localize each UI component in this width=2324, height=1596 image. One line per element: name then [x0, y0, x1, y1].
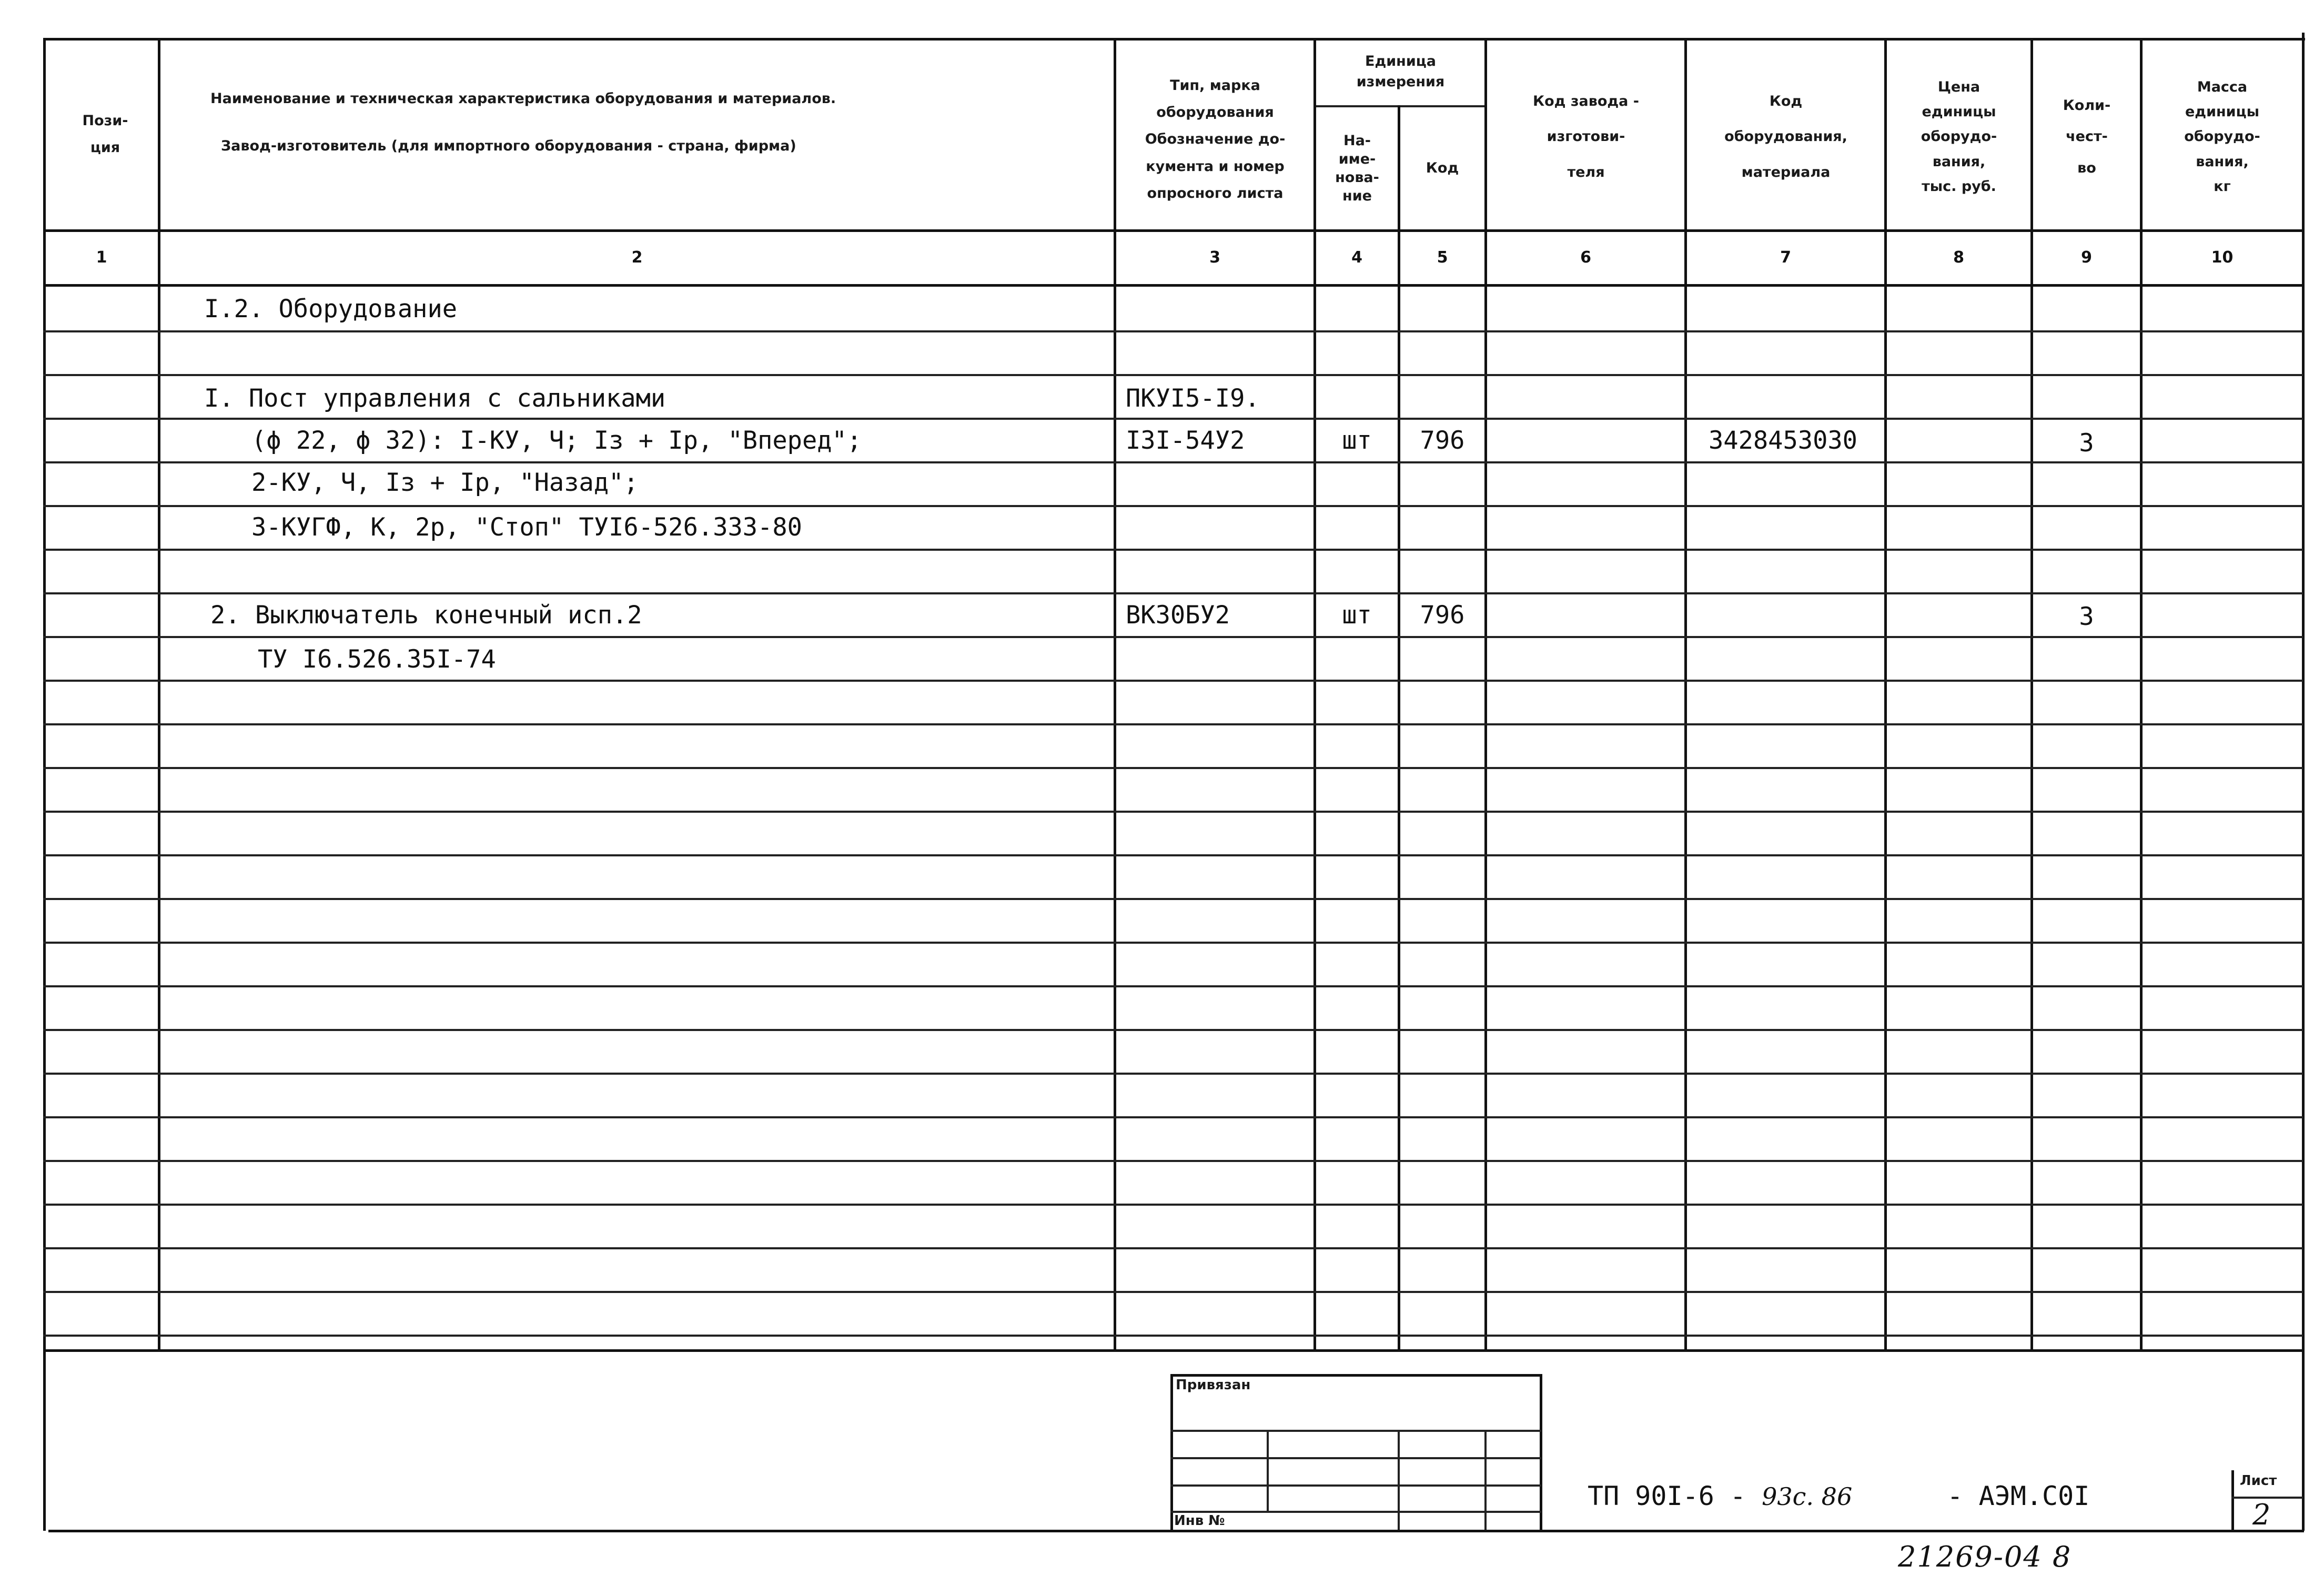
sheet-number: 2 [2252, 1498, 2271, 1531]
row-item1-spec-line3: 3-КУГФ, К, 2р, "Стоп" ТУI6-526.333-80 [251, 513, 802, 542]
stamp-top [1170, 1374, 1541, 1377]
header-unit-group: Единица измерения [1356, 53, 1445, 90]
table-row-line [43, 592, 2303, 594]
table-row-line [43, 1160, 2303, 1162]
table-bottom-line [43, 1349, 2303, 1352]
row-item1-type-code: I3I-54У2 [1126, 426, 1245, 455]
frame-bottom [48, 1530, 2304, 1532]
column-number-1: 1 [96, 248, 107, 267]
column-number-7: 7 [1780, 248, 1791, 267]
stamp-inv-label: Инв № [1174, 1513, 1225, 1529]
designation-prefix: ТП 90I-6 - [1588, 1481, 1746, 1511]
table-row-line [43, 680, 2303, 682]
row-item1-unit-code: 796 [1420, 426, 1465, 455]
table-row-line [43, 1204, 2303, 1206]
stamp-bound-label: Привязан [1176, 1377, 1251, 1393]
column-number-10: 10 [2211, 248, 2234, 267]
header-factory-code: Код завода - изготови- теля [1533, 93, 1639, 180]
row-item2-unit: шт [1342, 601, 1372, 630]
row-item1-quantity: 3 [2079, 429, 2094, 458]
header-name-line1: Наименование и техническая характеристика оборудования и материалов. [210, 90, 836, 107]
column-number-8: 8 [1953, 248, 1964, 267]
table-row-line [43, 1073, 2303, 1075]
footer-archive-number: 21269-04 8 [1898, 1540, 2072, 1573]
table-row-line [43, 767, 2303, 769]
table-row-line [43, 1029, 2303, 1031]
row-item1-unit: шт [1342, 426, 1372, 455]
header-quantity: Коли- чест- во [2063, 97, 2111, 176]
row-item1-material-code: 3428453030 [1709, 426, 1857, 455]
table-row-line [43, 1291, 2303, 1293]
table-row-line [43, 505, 2303, 507]
header-unit-name: На- име- нова- ние [1335, 132, 1379, 205]
stamp-left [1170, 1374, 1173, 1530]
header-unit-mass: Масса единицы оборудо- вания, кг [2184, 78, 2260, 195]
row-item2-quantity: 3 [2079, 602, 2094, 631]
row-section-title: I.2. Оборудование [204, 295, 458, 324]
unit-group-divider [1313, 105, 1487, 107]
table-row-line [43, 1335, 2303, 1337]
table-row-line [43, 811, 2303, 813]
row-item2-type: ВК30БУ2 [1126, 601, 1230, 630]
stamp-col-2 [1398, 1430, 1400, 1530]
col-line-4 [1398, 105, 1400, 1351]
table-row-line [43, 942, 2303, 944]
number-row-bottom-line [43, 284, 2303, 287]
row-item2-name: 2. Выключатель конечный исп.2 [210, 601, 642, 630]
stamp-right [1540, 1374, 1542, 1530]
table-row-line [43, 898, 2303, 900]
frame-right [2302, 33, 2305, 1531]
header-equipment-code: Код оборудования, материала [1724, 93, 1847, 180]
header-position: Пози- ция [82, 112, 128, 156]
row-item1-name: I. Пост управления с сальниками [204, 384, 666, 413]
header-type-mark: Тип, марка оборудования Обозначение до- кумента и номер опросного листа [1145, 77, 1286, 201]
table-row-line [43, 985, 2303, 987]
row-item1-spec-line1: (ϕ 22, ϕ 32): I-КУ, Ч; Iз + Iр, "Вперед"; [251, 426, 862, 455]
frame-top [43, 38, 2305, 41]
sheet-box-left [2231, 1470, 2234, 1530]
column-number-4: 4 [1351, 248, 1362, 267]
table-row-line [43, 374, 2303, 376]
column-number-2: 2 [631, 248, 643, 267]
row-item2-spec: ТУ I6.526.35I-74 [258, 645, 496, 674]
table-row-line [43, 461, 2303, 463]
stamp-col-3 [1484, 1430, 1487, 1530]
table-row-line [43, 1116, 2303, 1118]
table-row-line [43, 330, 2303, 332]
header-name-line2: Завод-изготовитель (для импортного оборудования - страна, фирма) [221, 138, 796, 154]
column-number-6: 6 [1580, 248, 1591, 267]
header-unit-price: Цена единицы оборудо- вания, тыс. руб. [1921, 78, 1997, 195]
stamp-col-1 [1267, 1430, 1269, 1511]
column-number-3: 3 [1209, 248, 1220, 267]
designation-handwritten: 93с. 86 [1762, 1482, 1853, 1511]
header-bottom-line [43, 229, 2303, 232]
table-row-line [43, 723, 2303, 725]
designation-suffix: - АЭМ.С0I [1947, 1481, 2090, 1511]
table-row-line [43, 1247, 2303, 1249]
sheet-label: Лист [2240, 1473, 2277, 1489]
table-row-line [43, 418, 2303, 420]
row-item1-type: ПКУI5-I9. [1126, 384, 1260, 413]
document-designation [1588, 1481, 2089, 1511]
row-item1-spec-line2: 2-КУ, Ч, Iз + Iр, "Назад"; [251, 468, 639, 497]
row-item2-unit-code: 796 [1420, 601, 1465, 630]
table-row-line [43, 636, 2303, 638]
header-unit-code: Код [1426, 160, 1459, 177]
column-number-5: 5 [1437, 248, 1448, 267]
table-row-line [43, 854, 2303, 856]
column-number-9: 9 [2081, 248, 2092, 267]
table-row-line [43, 549, 2303, 551]
